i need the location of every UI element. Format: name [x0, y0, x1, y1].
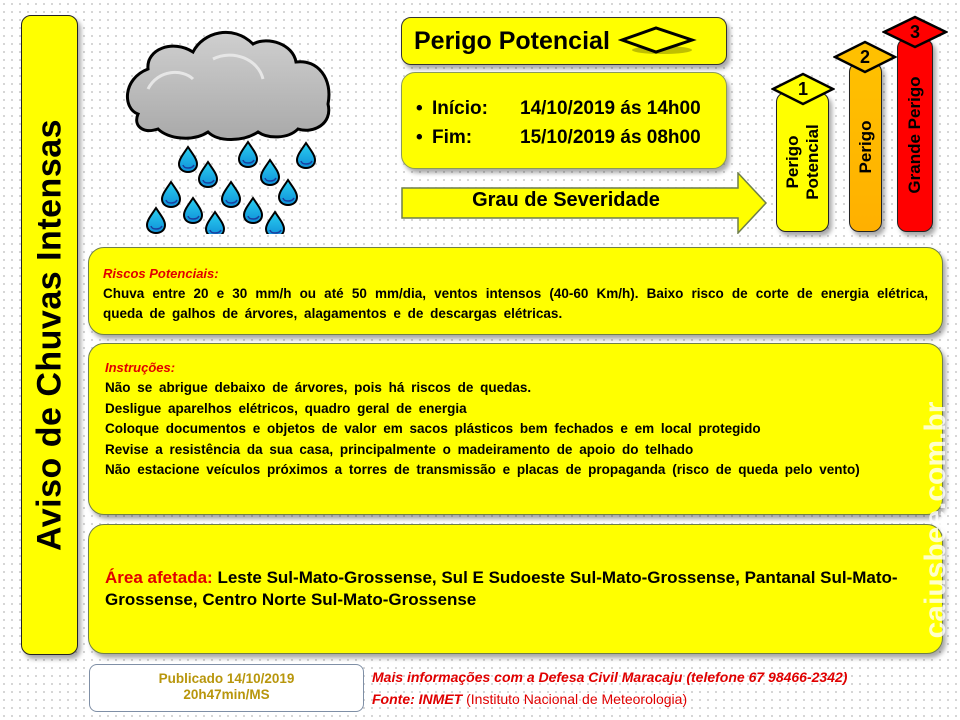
instruction-item: Desligue aparelhos elétricos, quadro geral de energia — [105, 400, 467, 416]
instruction-item: Coloque documentos e objetos de valor em sacos plásticos bem fechados e em local protegido — [105, 421, 761, 437]
level-1-label-line2: Potencial — [802, 124, 822, 200]
alert-level-header — [401, 17, 727, 65]
published-info — [89, 664, 364, 712]
risks-text: Chuva entre 20 e 30 mm/h ou até 50 mm/dia, ventos intensos (40-60 Km/h). Baixo risco de corte de energia elétrica, queda de galhos de árvores, alagamentos e de descargas elétricas. — [103, 286, 928, 321]
footer-info — [372, 666, 847, 710]
level-3-label: Grande Perigo — [905, 76, 924, 194]
watermark: caiusbee.com.br — [919, 401, 952, 639]
level-1-number: 1 — [797, 78, 808, 99]
level-2-number: 2 — [859, 46, 870, 67]
end-value: 15/10/2019 ás 08h00 — [520, 127, 701, 148]
severity-level-1 — [776, 92, 829, 232]
source-text: (Instituto Nacional de Meteorologia) — [462, 691, 688, 707]
risks-panel — [88, 247, 943, 335]
rain-cloud-icon — [118, 14, 348, 234]
bullet-icon: • — [416, 127, 423, 148]
severity-label: Grau de Severidade — [472, 189, 660, 211]
published-time: 20h47min/MS — [183, 687, 270, 702]
page-title: Aviso de Chuvas Intensas — [30, 118, 68, 552]
end-label: Fim: — [432, 127, 473, 148]
severity-level-2 — [849, 62, 882, 232]
source-label: Fonte: INMET — [372, 691, 463, 707]
level-1-label — [783, 124, 823, 200]
affected-area-text: Leste Sul-Mato-Grossense, Sul E Sudoeste Sul-Mato-Grossense, Pantanal Sul-Mato-Grossense, Centro Norte Sul-Mato-Grossense — [105, 568, 898, 609]
alert-level-label: Perigo Potencial — [414, 26, 610, 55]
instructions-heading: Instruções: — [105, 360, 176, 375]
level-3-badge — [882, 15, 948, 49]
instruction-item: Revise a resistência da sua casa, principalmente o madeiramento de apoio do telhado — [105, 441, 694, 457]
level-1-label-line1: Perigo — [782, 135, 802, 189]
severity-arrow — [401, 172, 767, 234]
instruction-item: Não estacione veículos próximos a torres de transmissão e placas de propaganda (risco de queda pelo vento) — [105, 462, 860, 478]
start-row — [416, 94, 726, 123]
instruction-item: Não se abrigue debaixo de árvores, pois há riscos de quedas. — [105, 380, 532, 396]
risks-heading: Riscos Potenciais: — [103, 266, 219, 281]
severity-level-3 — [897, 38, 933, 232]
title-bar — [21, 15, 78, 655]
published-date: Publicado 14/10/2019 — [158, 671, 295, 686]
affected-area-panel — [88, 524, 943, 654]
more-info-text: Mais informações com a Defesa Civil Maracaju (telefone 67 98466-2342) — [372, 669, 848, 685]
bullet-icon: • — [416, 98, 423, 119]
start-value: 14/10/2019 ás 14h00 — [520, 98, 701, 119]
level-1-badge — [771, 72, 835, 106]
start-label: Início: — [432, 98, 488, 119]
instructions-panel — [88, 343, 943, 515]
alert-period — [401, 72, 727, 169]
diamond-outline-icon — [618, 25, 698, 57]
end-row — [416, 123, 726, 152]
level-3-number: 3 — [909, 21, 920, 42]
affected-area-heading: Área afetada: — [105, 568, 213, 587]
level-2-label: Perigo — [855, 120, 875, 174]
